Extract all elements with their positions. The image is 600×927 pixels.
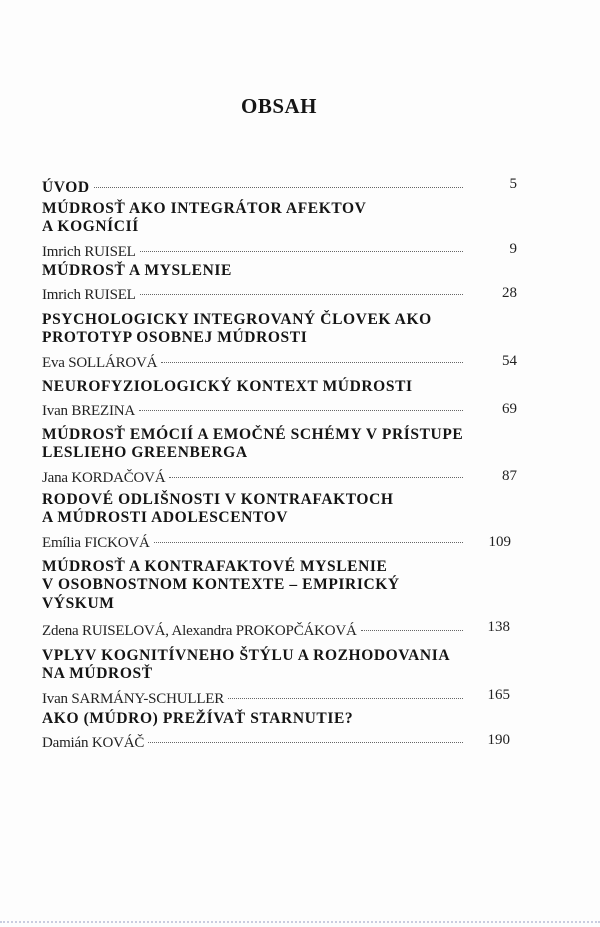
page-title: OBSAH [240,94,318,118]
entry-title-line: A MÚDROSTI ADOLESCENTOV [42,509,289,527]
page-number: 9 [509,240,517,257]
entry-title-line: PROTOTYP OSOBNEJ MÚDROSTI [42,329,308,347]
toc-entry[interactable] [42,558,517,639]
toc-entry[interactable] [42,491,517,551]
entry-author: Emília FICKOVÁ [42,534,150,551]
page-number: 138 [487,618,510,635]
page-number: 109 [488,533,511,550]
entry-author: Zdena RUISELOVÁ, Alexandra PROKOPČÁKOVÁ [42,622,357,639]
dot-leader [228,684,463,703]
entry-title-line: VÝSKUM [42,594,115,612]
toc-entry[interactable] [42,710,517,752]
dot-leader [148,728,463,747]
entry-title-line: VPLYV KOGNITÍVNEHO ŠTÝLU A ROZHODOVANIA [42,647,451,664]
toc-entry[interactable] [42,426,517,486]
page-number: 165 [487,686,510,703]
dot-leader [154,528,463,547]
entry-title-line: MÚDROSŤ AKO INTEGRÁTOR AFEKTOV [42,200,367,217]
toc-entry-uvod[interactable] [42,173,517,196]
page-number: 190 [487,732,510,749]
entry-title-line: PSYCHOLOGICKY INTEGROVANÝ ČLOVEK AKO [42,311,432,328]
page-number: 5 [509,176,517,192]
toc-entry[interactable] [42,262,517,304]
entry-author: Imrich RUISEL [42,243,136,260]
entry-author: Ivan BREZINA [42,403,135,420]
entry-title-line: MÚDROSŤ A MYSLENIE [42,262,232,279]
page-number: 54 [502,352,517,369]
dot-leader [169,463,463,482]
entry-title-line: LESLIEHO GREENBERGA [42,444,248,462]
toc-entry[interactable] [42,647,517,707]
toc-entry[interactable] [42,378,517,420]
entry-title-line: RODOVÉ ODLIŠNOSTI V KONTRAFAKTOCH [42,491,394,508]
page-number: 69 [502,401,517,418]
entry-title-line: NA MÚDROSŤ [42,665,153,683]
dot-leader [94,173,463,192]
entry-author: Imrich RUISEL [42,287,136,304]
dot-leader [140,237,463,256]
entry-author: Eva SOLLÁROVÁ [42,354,158,371]
entry-author: Jana KORDAČOVÁ [42,469,166,486]
entry-author: Damián KOVÁČ [42,735,145,752]
entry-title-line: MÚDROSŤ EMÓCIÍ A EMOČNÉ SCHÉMY V PRÍSTUPE [42,426,464,443]
dot-leader [139,396,463,415]
page-number: 28 [502,285,517,302]
scan-edge-border [0,921,600,923]
entry-title-line: A KOGNÍCIÍ [42,218,139,236]
entry-title-line: MÚDROSŤ A KONTRAFAKTOVÉ MYSLENIE [42,558,388,575]
dot-leader [361,616,463,635]
entry-author: Ivan SARMÁNY-SCHULLER [42,690,225,707]
dot-leader [140,280,463,299]
entry-title: ÚVOD [42,179,90,196]
dot-leader [161,348,463,367]
entry-title-line: AKO (MÚDRO) PREŽÍVAŤ STARNUTIE? [42,710,354,727]
entry-title-line: NEUROFYZIOLOGICKÝ KONTEXT MÚDROSTI [42,378,413,395]
entry-title-line: V OSOBNOSTNOM KONTEXTE – EMPIRICKÝ [42,576,400,594]
page-number: 87 [502,467,517,484]
toc-entry[interactable] [42,311,517,371]
toc-entry[interactable] [42,200,517,260]
